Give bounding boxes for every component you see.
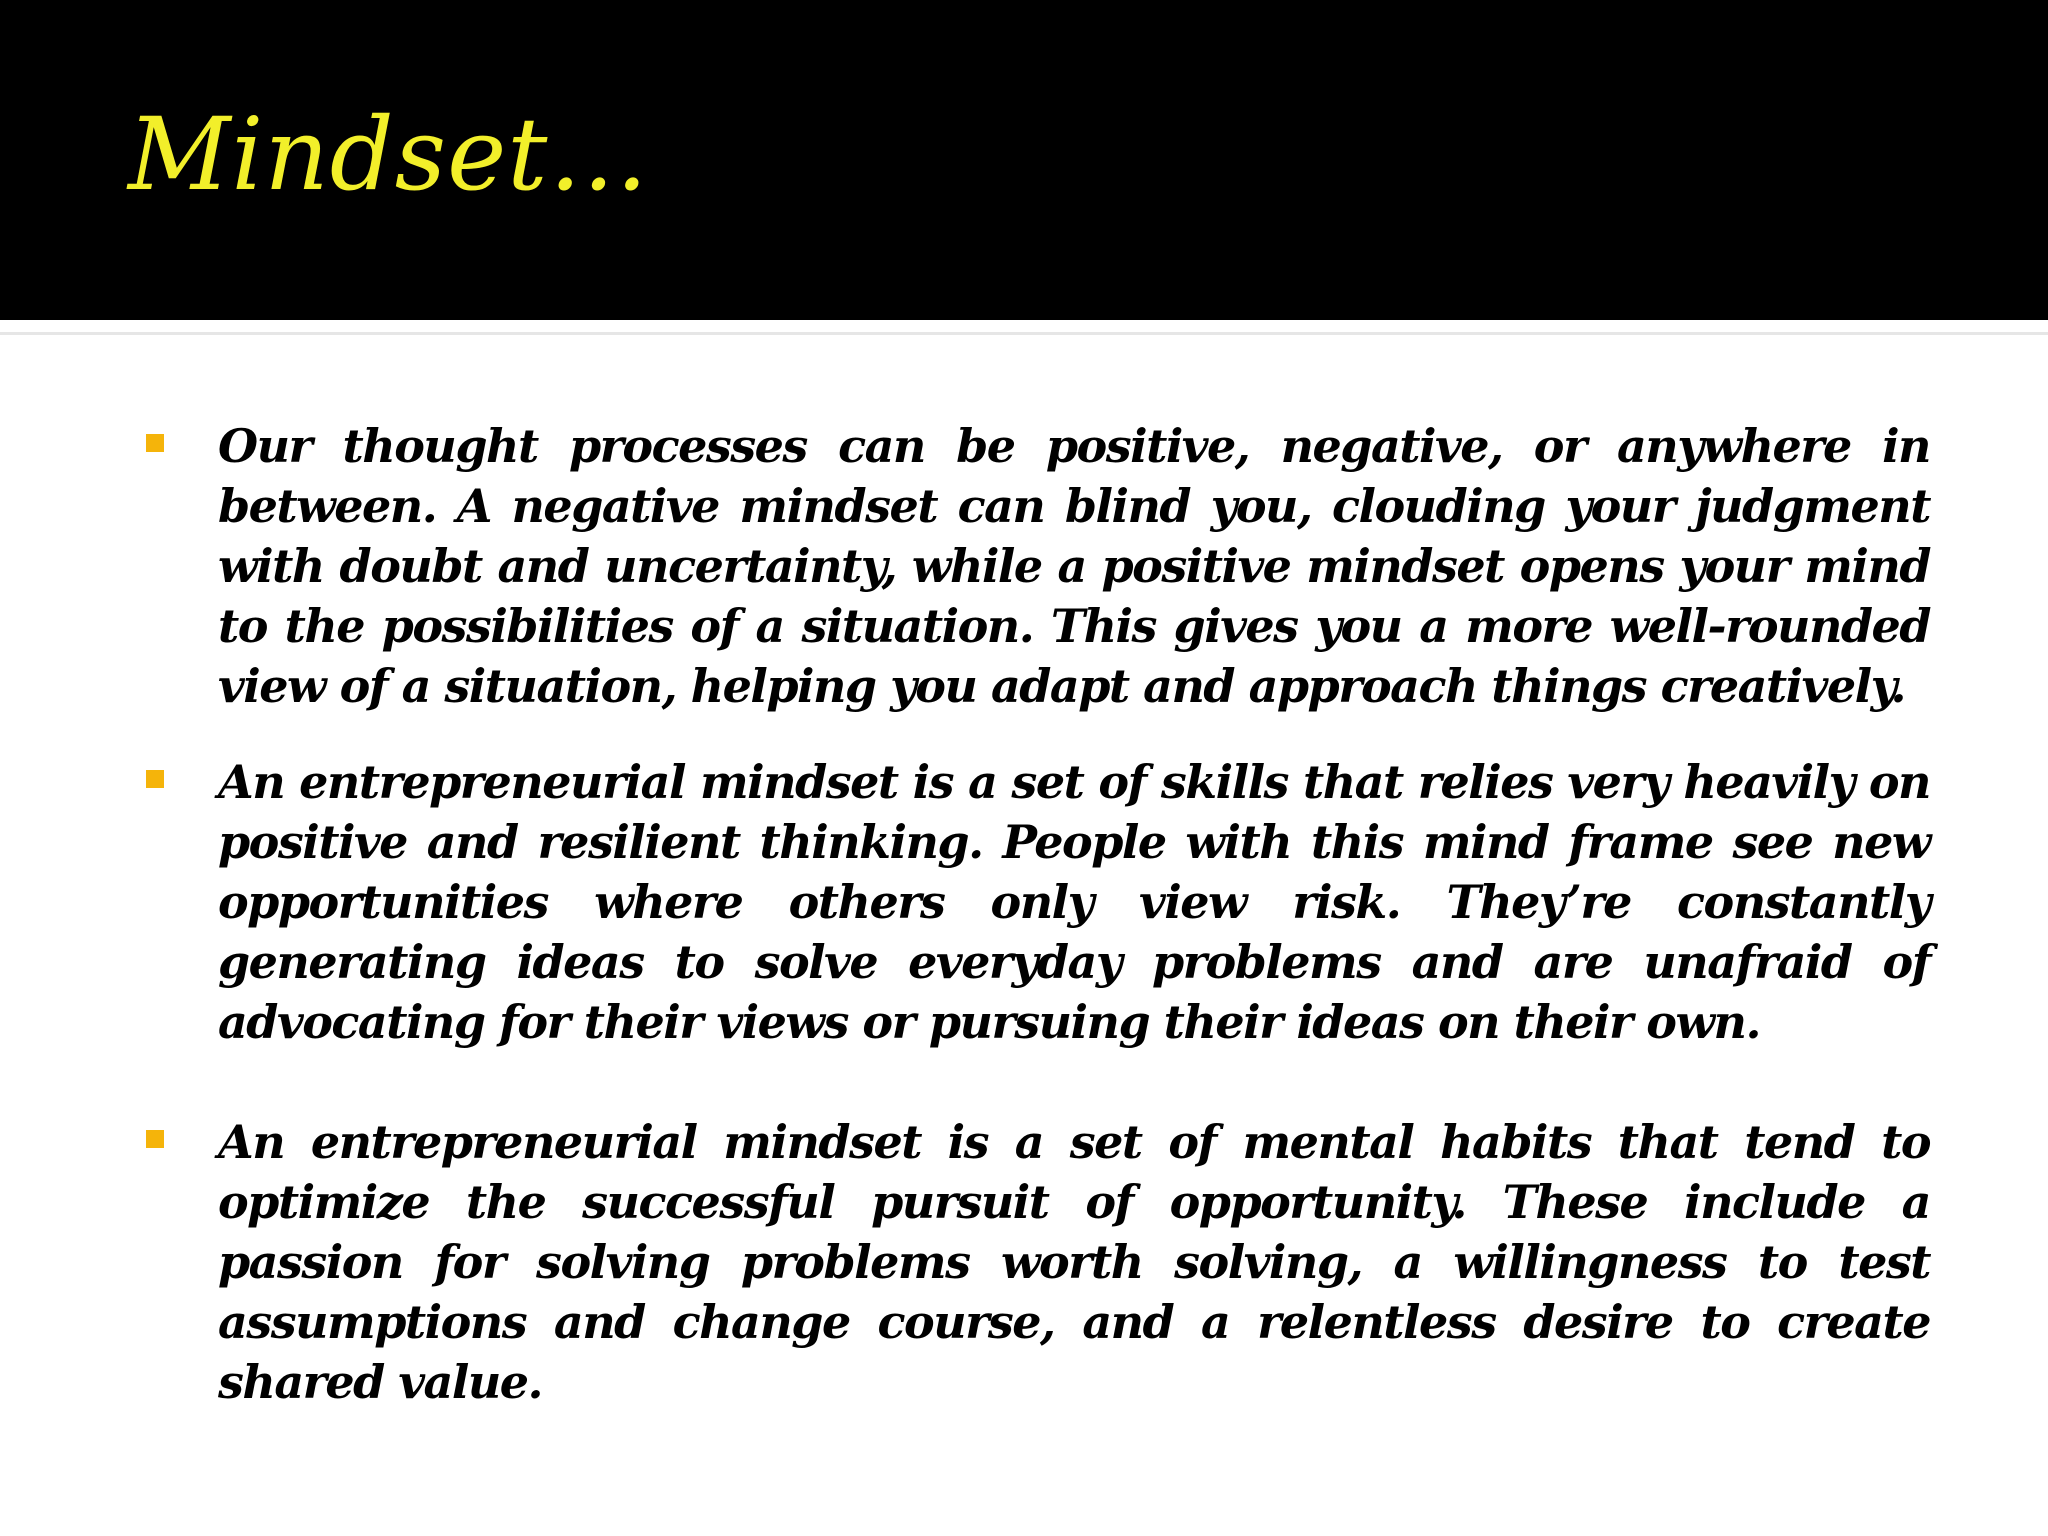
square-bullet-icon bbox=[146, 1130, 164, 1148]
bullet-item bbox=[140, 1112, 1930, 1412]
bullet-text: An entrepreneurial mindset is a set of mental habits that tend to optimize the successful pursuit of opportunity. These include a passion for solving problems worth solving, a willingness to test assumptions and change course, and a relentless desire to create shared value. bbox=[218, 1115, 1930, 1409]
title-bar bbox=[0, 0, 2048, 320]
bullet-list bbox=[140, 416, 1930, 1448]
square-bullet-icon bbox=[146, 770, 164, 788]
bullet-item bbox=[140, 752, 1930, 1052]
bullet-item bbox=[140, 416, 1930, 716]
bullet-text: Our thought processes can be positive, negative, or anywhere in between. A negative mindset can blind you, clouding your judgment with doubt and uncertainty, while a positive mindset opens your mind to the possibilities of a situation. This gives you a more well-rounded view of a situation, helping you adapt and approach things creatively. bbox=[218, 419, 1930, 713]
bullet-text: An entrepreneurial mindset is a set of skills that relies very heavily on positive and resilient thinking. People with this mind frame see new opportunities where others only view risk. They’re constantly generating ideas to solve everyday problems and are unafraid of advocating for their views or pursuing their ideas on their own. bbox=[218, 755, 1930, 1049]
title-divider bbox=[0, 320, 2048, 335]
slide-title: Mindset… bbox=[128, 96, 650, 213]
square-bullet-icon bbox=[146, 434, 164, 452]
